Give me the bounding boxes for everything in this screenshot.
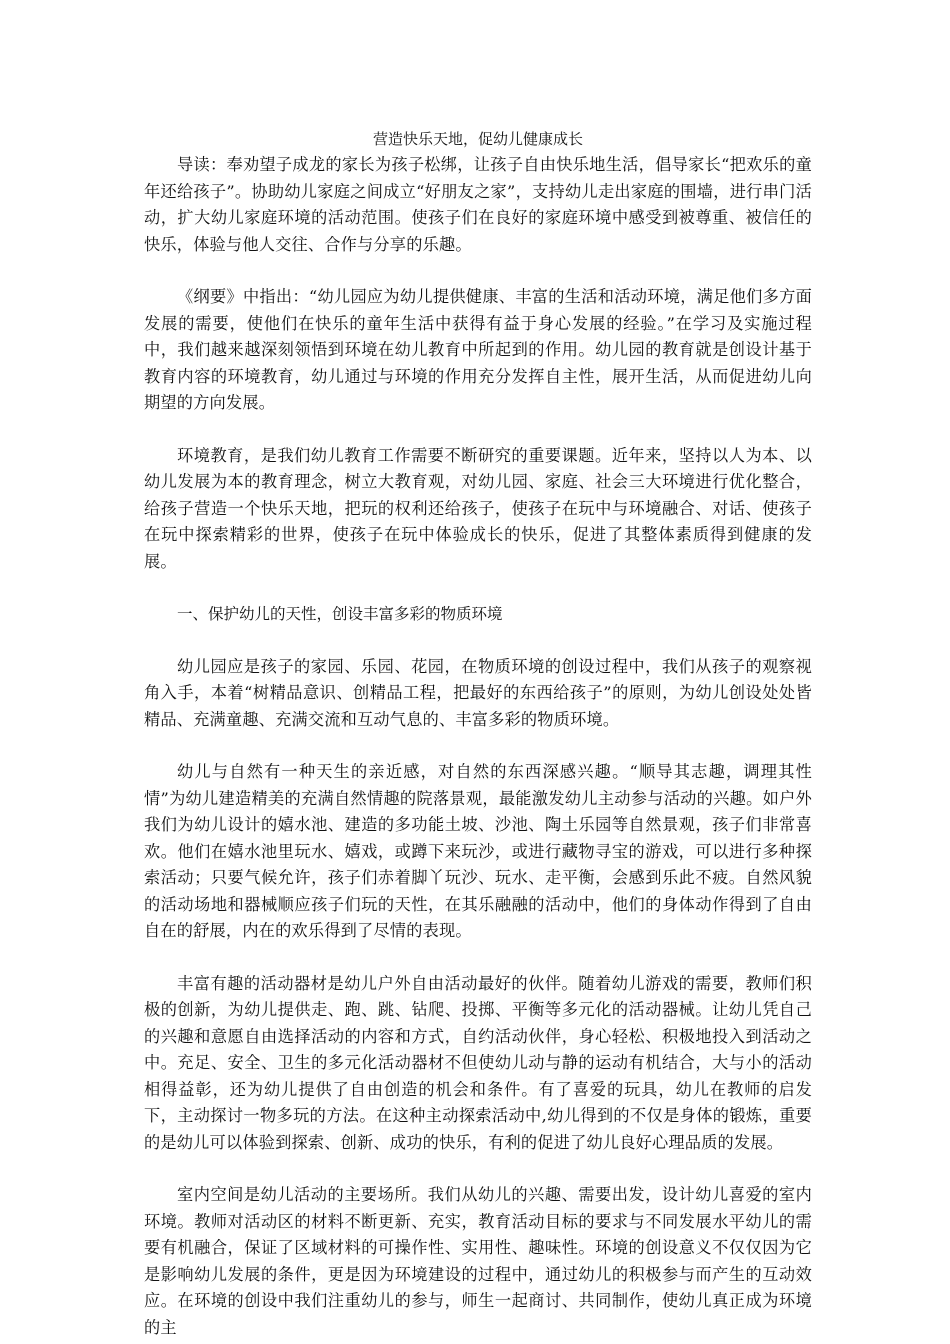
paragraph-2: 环境教育，是我们幼儿教育工作需要不断研究的重要课题。近年来，坚持以人为本、以幼儿发展为本的教育理念，树立大教育观，对幼儿园、家庭、社会三大环境进行优化整合，给孩子营造一个快乐天地，把玩的权利还给孩子，使孩子在玩中与环境融合、对话、使孩子在玩中探索精彩的世界，使孩子在玩中体验成长的快乐，促进了其整体素质得到健康的发展。 (144, 445, 812, 571)
paragraph-3: 幼儿园应是孩子的家园、乐园、花园，在物质环境的创设过程中，我们从孩子的观察视角入手，本着“树精品意识、创精品工程，把最好的东西给孩子”的原则，为幼儿创设处处皆精品、充满童趣、充满交流和互动气息的、丰富多彩的物质环境。 (144, 656, 812, 729)
paragraph-spacer (144, 1156, 812, 1182)
paragraph-5: 丰富有趣的活动器材是幼儿户外自由活动最好的伙伴。随着幼儿游戏的需要，教师们积极的创新，为幼儿提供走、跑、跳、钻爬、投掷、平衡等多元化的活动器械。让幼儿凭自己的兴趣和意愿自由选择活动的内容和方式，自约活动伙伴，身心轻松、积极地投入到活动之中。充足、安全、卫生的多元化活动器材不但使幼儿动与静的运动有机结合，大与小的活动相得益彰，还为幼儿提供了自由创造的机会和条件。有了喜爱的玩具，幼儿在教师的启发下，主动探讨一物多玩的方法。在这种主动探索活动中,幼儿得到的不仅是身体的锻炼，重要的是幼儿可以体验到探索、创新、成功的快乐，有利的促进了幼儿良好心理品质的发展。 (144, 973, 812, 1152)
paragraph-spacer (144, 258, 812, 284)
paragraph-spacer (144, 628, 812, 654)
paragraph-spacer (144, 945, 812, 971)
section-heading-1: 一、保护幼儿的天性，创设丰富多彩的物质环境 (177, 605, 503, 623)
paragraph-spacer (144, 733, 812, 759)
paragraph-spacer (144, 575, 812, 601)
paragraph-spacer (144, 417, 812, 443)
paragraph-4: 幼儿与自然有一种天生的亲近感，对自然的东西深感兴趣。“顺导其志趣，调理其性情”为幼儿建造精美的充满自然情趣的院落景观，最能激发幼儿主动参与活动的兴趣。如户外我们为幼儿设计的嬉水池、建造的多功能土坡、沙池、陶土乐园等自然景观，孩子们非常喜欢。他们在嬉水池里玩水、嬉戏，或蹲下来玩沙，或进行藏物寻宝的游戏，可以进行多种探索活动；只要气候允许，孩子们赤着脚丫玩沙、玩水、走平衡，会感到乐此不疲。自然风貌的活动场地和器械顺应孩子们玩的天性，在其乐融融的活动中，他们的身体动作得到了自由自在的舒展，内在的欢乐得到了尽情的表现。 (144, 762, 812, 940)
paragraph-6: 室内空间是幼儿活动的主要场所。我们从幼儿的兴趣、需要出发，设计幼儿喜爱的室内环境。教师对活动区的材料不断更新、充实，教育活动目标的要求与不同发展水平幼儿的需要有机融合，保证了区域材料的可操作性、实用性、趣味性。环境的创设意义不仅仅因为它是影响幼儿发展的条件，更是因为环境建设的过程中，通过幼儿的积极参与而产生的互动效应。在环境的创设中我们注重幼儿的参与，师生一起商讨、共同制作，使幼儿真正成为环境的主 (144, 1185, 812, 1337)
document-body (144, 126, 812, 1341)
document-title: 营造快乐天地，促幼儿健康成长 (372, 130, 583, 148)
paragraph-1: 《纲要》中指出：“幼儿园应为幼儿提供健康、丰富的生活和活动环境，满足他们多方面发展的需要，使他们在快乐的童年生活中获得有益于身心发展的经验。”在学习及实施过程中，我们越来越深刻领悟到环境在幼儿教育中所起到的作用。幼儿园的教育就是创设计基于教育内容的环境教育，幼儿通过与环境的作用充分发挥自主性，展开生活，从而促进幼儿向期望的方向发展。 (144, 287, 812, 412)
intro-paragraph: 导读：奉劝望子成龙的家长为孩子松绑，让孩子自由快乐地生活，倡导家长“把欢乐的童年还给孩子”。协助幼儿家庭之间成立“好朋友之家”，支持幼儿走出家庭的围墙，进行串门活动，扩大幼儿家庭环境的活动范围。使孩子们在良好的家庭环境中感受到被尊重、被信任的快乐，体验与他人交往、合作与分享的乐趣。 (144, 155, 812, 254)
